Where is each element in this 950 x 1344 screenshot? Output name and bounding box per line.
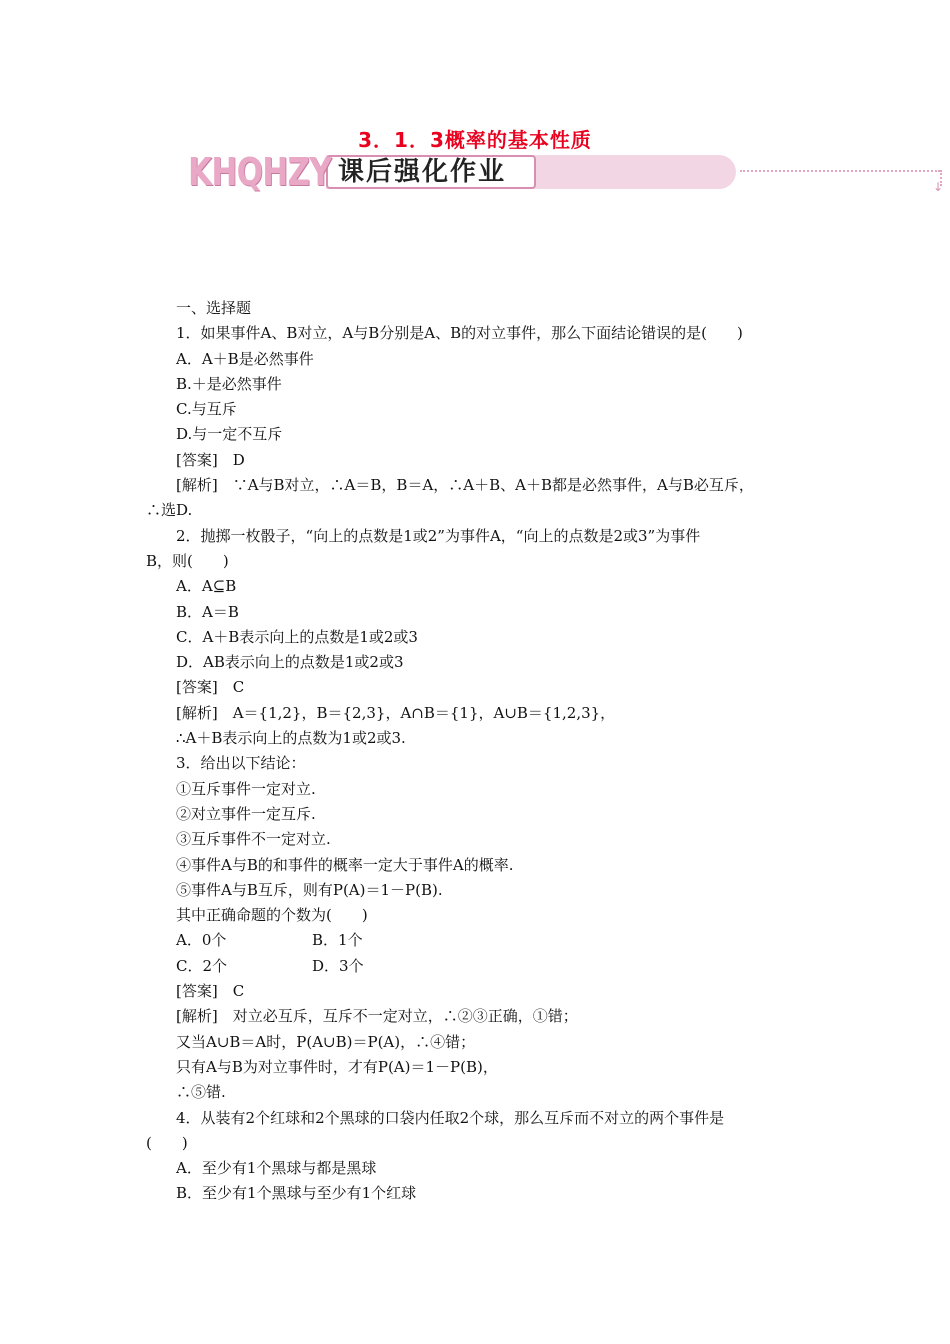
option: C．2个 bbox=[176, 956, 228, 975]
line: 1．如果事件A、B对立，A与B分别是A、B的对立事件，那么下面结论错误的是( ) bbox=[176, 324, 743, 343]
homework-banner bbox=[188, 150, 944, 198]
question-lines bbox=[146, 296, 810, 928]
line: ( ) bbox=[146, 1133, 188, 1152]
line: ⑤事件A与B互斥，则有P(A)＝1－P(B). bbox=[176, 880, 443, 899]
line: B．A＝B bbox=[176, 602, 239, 621]
line: D.与一定不互斥 bbox=[176, 425, 283, 444]
line: ④事件A与B的和事件的概率一定大于事件A的概率. bbox=[176, 855, 514, 874]
banner-text: 课后强化作业 bbox=[338, 157, 507, 187]
banner-logo: KHQHZY bbox=[188, 150, 332, 194]
line: 只有A与B为对立事件时，才有P(A)＝1－P(B)， bbox=[176, 1057, 498, 1076]
exercise-content bbox=[146, 296, 810, 1207]
page-title: 3．1．3概率的基本性质 bbox=[358, 128, 592, 152]
line: 2．抛掷一枚骰子，“向上的点数是1或2”为事件A，“向上的点数是2或3”为事件 bbox=[176, 526, 701, 545]
line: [解析] ∵A与B对立，∴A＝B，B＝A，∴A＋B、A＋B都是必然事件，A与B必互斥， bbox=[176, 476, 754, 495]
line: A．A＋B是必然事件 bbox=[176, 349, 314, 368]
line: C.与互斥 bbox=[176, 400, 237, 419]
line: ∴⑤错. bbox=[176, 1083, 226, 1102]
line: D．AB表示向上的点数是1或2或3 bbox=[176, 653, 404, 672]
line: [答案] D bbox=[176, 450, 245, 469]
line: [解析] 对立必互斥，互斥不一定对立，∴②③正确，①错； bbox=[176, 1007, 578, 1026]
line: [答案] C bbox=[176, 678, 245, 697]
line: [答案] C bbox=[176, 982, 245, 1001]
line: B．至少有1个黑球与至少有1个红球 bbox=[176, 1184, 417, 1203]
options-row bbox=[146, 954, 810, 979]
answer-lines bbox=[146, 979, 810, 1207]
line: B.＋是必然事件 bbox=[176, 374, 282, 393]
line: ③互斥事件不一定对立. bbox=[176, 830, 331, 849]
line: ②对立事件一定互斥. bbox=[176, 804, 316, 823]
line: 其中正确命题的个数为( ) bbox=[176, 906, 368, 925]
line: ①互斥事件一定对立. bbox=[176, 779, 316, 798]
line: ∴A＋B表示向上的点数为1或2或3. bbox=[176, 729, 406, 748]
line: 4．从装有2个红球和2个黑球的口袋内任取2个球，那么互斥而不对立的两个事件是 bbox=[176, 1108, 725, 1127]
line: [解析] A＝{1,2}，B＝{2,3}，A∩B＝{1}，A∪B＝{1,2,3}， bbox=[176, 703, 616, 722]
line: A．A⊆B bbox=[176, 577, 237, 596]
option: D．3个 bbox=[312, 956, 364, 975]
line: C．A＋B表示向上的点数是1或2或3 bbox=[176, 627, 418, 646]
option: B．1个 bbox=[312, 931, 363, 950]
line: 3．给出以下结论： bbox=[176, 754, 306, 773]
line: 一、选择题 bbox=[176, 299, 252, 317]
line: B，则( ) bbox=[146, 551, 229, 570]
banner-dotted-line bbox=[740, 170, 940, 172]
line: ∴选D. bbox=[146, 501, 193, 520]
option: A．0个 bbox=[176, 931, 227, 950]
line: 又当A∪B＝A时，P(A∪B)＝P(A)，∴④错； bbox=[176, 1032, 476, 1051]
arrow-down-icon: ↓ bbox=[933, 180, 944, 194]
options-row bbox=[146, 928, 810, 953]
line: A．至少有1个黑球与都是黑球 bbox=[176, 1159, 377, 1178]
